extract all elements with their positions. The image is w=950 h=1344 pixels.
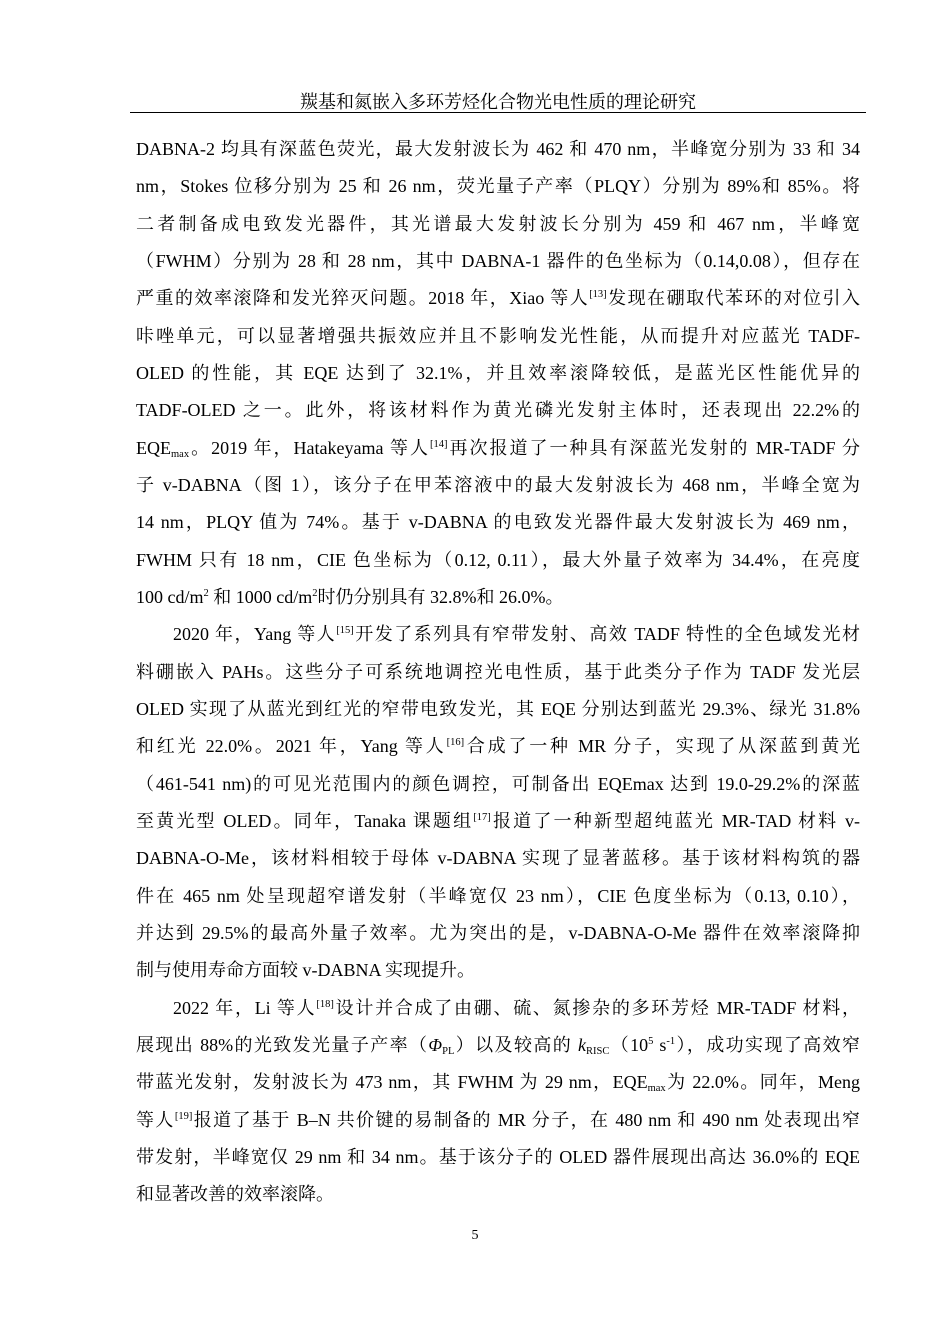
text-run: 再次报道了一种具有深蓝光发射的 MR-TADF 分 <box>447 437 860 458</box>
text-run: 严重的效率滚降和发光猝灭问题。2018 年，Xiao 等人 <box>136 288 590 309</box>
subscript: PL <box>442 1045 455 1057</box>
text-line <box>136 1064 860 1101</box>
text-line <box>136 654 860 691</box>
text-run: （10 <box>609 1034 649 1055</box>
text-line <box>136 467 860 504</box>
text-line <box>136 728 860 765</box>
text-line <box>136 131 860 168</box>
text-line <box>136 766 860 803</box>
text-run: 和显著改善的效率滚降。 <box>136 1184 334 1205</box>
text-line <box>136 206 860 243</box>
text-line <box>136 1102 860 1139</box>
text-line <box>136 990 860 1027</box>
text-run: 报道了基于 B–N 共价键的易制备的 MR 分子，在 480 nm 和 490 nm 处表现出窄 <box>192 1109 860 1130</box>
text-run: DABNA-O-Me，该材料相较于母体 v-DABNA 实现了显著蓝移。基于该材料构筑的器 <box>136 848 860 869</box>
text-run: 报道了一种新型超纯蓝光 MR-TAD 材料 v- <box>490 810 860 831</box>
text-line <box>136 1139 860 1176</box>
subscript: max <box>647 1083 666 1095</box>
text-run: 咔唑单元，可以显著增强共振效应并且不影响发光性能，从而提升对应蓝光 TADF- <box>136 325 860 346</box>
text-run: 料硼嵌入 PAHs。这些分子可系统地调控光电性质，基于此类分子作为 TADF 发光层 <box>136 661 860 682</box>
text-line <box>136 392 860 429</box>
text-run: FWHM 只有 18 nm，CIE 色坐标为（0.12, 0.11），最大外量子效率为 34.4%，在亮度 <box>136 549 860 570</box>
text-run: 和 1000 cd/m <box>208 586 313 607</box>
superscript: [13] <box>589 289 607 301</box>
text-line <box>136 1176 860 1213</box>
text-run: EQE <box>136 437 171 458</box>
superscript: [16] <box>446 737 465 749</box>
superscript: -1 <box>666 1035 676 1047</box>
text-run: OLED 实现了从蓝光到红光的窄带电致发光，其 EQE 分别达到蓝光 29.3%、绿光 31.8% <box>136 698 860 719</box>
text-run: 2022 年，Li 等人 <box>173 997 317 1018</box>
text-run: 展现出 88%的光致发光量子产率（ <box>136 1034 429 1055</box>
text-run: s <box>653 1034 667 1055</box>
text-run: 等人 <box>136 1109 175 1130</box>
text-line <box>136 280 860 317</box>
text-run: 件在 465 nm 处呈现超窄谱发射（半峰宽仅 23 nm），CIE 色度坐标为（0.13, 0.10）， <box>136 885 860 906</box>
text-run: 合成了一种 MR 分子，实现了从深蓝到黄光 <box>464 736 860 757</box>
superscript: [15] <box>336 625 354 637</box>
superscript: [17] <box>473 811 491 823</box>
text-run: 100 cd/m <box>136 586 204 607</box>
subscript: RISC <box>586 1045 610 1057</box>
text-run: nm，Stokes 位移分别为 25 和 26 nm，荧光量子产率（PLQY）分别为 89%和 85%。将 <box>136 176 860 197</box>
paragraph <box>136 990 860 1214</box>
text-line <box>136 691 860 728</box>
text-line <box>136 355 860 392</box>
text-line <box>136 542 860 579</box>
text-run: 发现在硼取代苯环的对位引入 <box>606 288 860 309</box>
header-rule <box>130 112 866 113</box>
text-run: 带发射，半峰宽仅 29 nm 和 34 nm。基于该分子的 OLED 器件展现出高达 36.0%的 EQE <box>136 1146 860 1167</box>
text-run: DABNA-2 均具有深蓝色荧光，最大发射波长为 462 和 470 nm，半峰宽分别为 33 和 34 <box>136 139 860 159</box>
text-line <box>136 318 860 355</box>
superscript: 5 <box>648 1035 654 1047</box>
text-run: （FWHM）分别为 28 和 28 nm，其中 DABNA-1 器件的色坐标为（0.14,0.08），但存在 <box>136 250 860 271</box>
text-run: 设计并合成了由硼、硫、氮掺杂的多环芳烃 MR-TADF 材料， <box>333 997 860 1018</box>
text-line <box>136 504 860 541</box>
subscript: max <box>171 448 190 460</box>
text-line <box>136 616 860 653</box>
text-line <box>136 878 860 915</box>
text-run: 子 v-DABNA（图 1），该分子在甲苯溶液中的最大发射波长为 468 nm，半峰全宽为 <box>136 474 860 495</box>
text-line <box>136 1027 860 1064</box>
text-run: 。2019 年，Hatakeyama 等人 <box>189 437 430 458</box>
text-run: TADF-OLED 之一。此外，将该材料作为黄光磷光发射主体时，还表现出 22.2%的 <box>136 400 860 421</box>
text-run: 并达到 29.5%的最高外量子效率。尤为突出的是，v-DABNA-O-Me 器件在效率滚降抑 <box>136 922 860 943</box>
text-line <box>136 915 860 952</box>
text-line <box>136 840 860 877</box>
text-run: 和红光 22.0%。2021 年，Yang 等人 <box>136 736 447 757</box>
superscript: [19] <box>174 1110 193 1122</box>
superscript: 2 <box>312 587 318 599</box>
superscript: 2 <box>203 587 209 599</box>
text-run: OLED 的性能，其 EQE 达到了 32.1%，并且效率滚降较低，是蓝光区性能优异的 <box>136 362 860 383</box>
text-run: 2020 年，Yang 等人 <box>173 624 337 645</box>
text-run: 二者制备成电致发光器件，其光谱最大发射波长分别为 459 和 467 nm，半峰宽 <box>136 213 860 234</box>
superscript: [14] <box>430 438 448 450</box>
text-run: 时仍分别具有 32.8%和 26.0%。 <box>317 586 564 607</box>
page-number: 5 <box>471 1228 479 1243</box>
text-run: （461-541 nm)的可见光范围内的颜色调控，可制备出 EQEmax 达到 19.0-29.2%的深蓝 <box>136 773 860 794</box>
running-header: 羰基和氮嵌入多环芳烃化合物光电性质的理论研究 <box>300 92 696 112</box>
text-line <box>136 243 860 280</box>
text-run: k <box>578 1034 587 1055</box>
text-line <box>136 952 860 989</box>
document-body <box>136 131 860 1214</box>
text-line <box>136 803 860 840</box>
text-run: Φ <box>428 1034 443 1055</box>
text-run: ）以及较高的 <box>454 1034 579 1055</box>
text-run: ），成功实现了高效窄 <box>675 1034 860 1055</box>
text-run: 带蓝光发射，发射波长为 473 nm，其 FWHM 为 29 nm，EQE <box>136 1072 648 1093</box>
text-run: 14 nm，PLQY 值为 74%。基于 v-DABNA 的电致发光器件最大发射波长为 469 nm， <box>136 512 860 533</box>
text-run: 制与使用寿命方面较 v-DABNA 实现提升。 <box>136 960 476 981</box>
text-run: 为 22.0%。同年，Meng <box>665 1072 860 1093</box>
superscript: [18] <box>316 998 334 1010</box>
text-run: 至黄光型 OLED。同年，Tanaka 课题组 <box>136 810 474 831</box>
paragraph <box>136 131 860 616</box>
text-line <box>136 579 860 616</box>
paragraph <box>136 616 860 989</box>
text-line <box>136 168 860 205</box>
text-run: 开发了系列具有窄带发射、高效 TADF 特性的全色域发光材 <box>353 624 860 645</box>
text-line <box>136 430 860 467</box>
